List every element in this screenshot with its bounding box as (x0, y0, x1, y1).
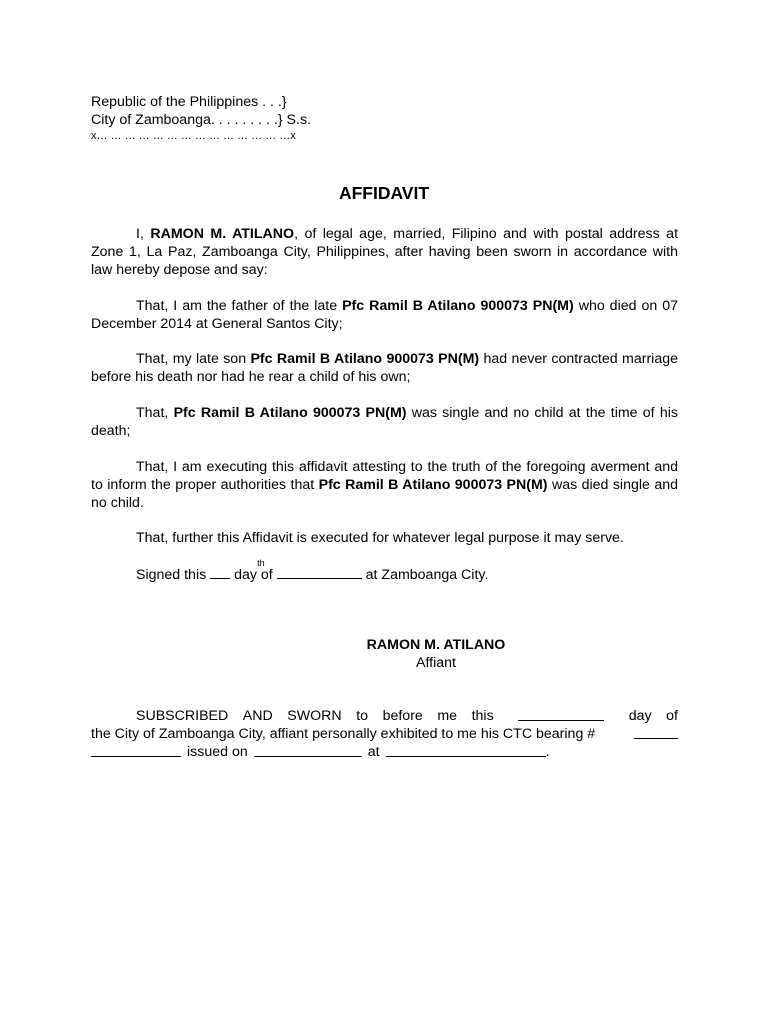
text: SUBSCRIBED (136, 708, 229, 724)
signature-role: Affiant (416, 655, 456, 671)
text: to (356, 708, 369, 724)
signature-name: RAMON M. ATILANO (366, 637, 506, 653)
jurat-day-blank (518, 707, 604, 721)
jurat-line-2 (91, 725, 678, 743)
text: SWORN (287, 708, 342, 724)
text: had never contracted marriage before his death nor had he rear a child of his own; (91, 351, 678, 385)
text: That, I am executing this affidavit attesting to the truth of the foregoing averment and to inform the proper authorities that (91, 459, 678, 493)
text: That, (136, 405, 174, 421)
text: day of (230, 567, 277, 583)
day-blank: th (210, 565, 230, 579)
jurat-line-1 (91, 707, 678, 725)
affiant-name: RAMON M. ATILANO (150, 226, 295, 242)
jurat-block (91, 707, 678, 761)
venue-block (91, 93, 391, 143)
paragraph-signed (91, 558, 678, 584)
ctc-number-blank (634, 725, 678, 739)
deceased-name: Pfc Ramil B Atilano 900073 PN(M) (342, 298, 574, 314)
text: , of legal age, married, Filipino and with postal address at Zone 1, La Paz, Zamboanga City, Philippines, after having been sworn in accordance with law hereby depose and say: (91, 226, 679, 278)
paragraph-father (91, 297, 678, 333)
text: That, I am the father of the late (136, 298, 343, 314)
text: at (367, 744, 380, 760)
text: was died single and no child. (91, 477, 678, 511)
text: of (666, 708, 678, 724)
document-title: AFFIDAVIT (338, 183, 430, 203)
text: this (471, 708, 494, 724)
deceased-name: Pfc Ramil B Atilano 900073 PN(M) (250, 351, 480, 367)
text: That, my late son (136, 351, 251, 367)
month-blank (277, 565, 362, 579)
deceased-name: Pfc Ramil B Atilano 900073 PN(M) (318, 477, 548, 493)
paragraph-purpose (91, 458, 678, 512)
paragraph-identity (91, 225, 678, 279)
paragraph-marriage (91, 350, 678, 386)
text: day (628, 708, 652, 724)
ctc-number-blank-cont (91, 743, 181, 757)
text: who died on 07 December 2014 at General Santos City; (91, 298, 678, 332)
text: the City of Zamboanga City, affiant personally exhibited to me his CTC bearing # (91, 726, 596, 742)
issued-at-blank (386, 743, 546, 757)
text: me (437, 708, 458, 724)
venue-republic: Republic of the Philippines . . .} (91, 94, 287, 110)
paragraph-legal-purpose: That, further this Affidavit is executed for whatever legal purpose it may serve. (136, 530, 624, 546)
text: at Zamboanga City. (361, 567, 489, 583)
text: was single and no child at the time of his death; (91, 405, 678, 439)
jurat-line-3 (91, 743, 678, 761)
text: AND (242, 708, 273, 724)
text: I, (136, 226, 151, 242)
issued-on-blank (254, 743, 362, 757)
text: before (382, 708, 423, 724)
text: . (545, 744, 550, 760)
deceased-name: Pfc Ramil B Atilano 900073 PN(M) (173, 405, 407, 421)
text: Signed this (136, 567, 211, 583)
venue-separator: x… … … … … … … … … … … … … …x (91, 130, 296, 142)
text: issued on (187, 744, 248, 760)
venue-city: City of Zamboanga. . . . . . . . .} S.s. (91, 112, 311, 128)
paragraph-single (91, 404, 678, 440)
